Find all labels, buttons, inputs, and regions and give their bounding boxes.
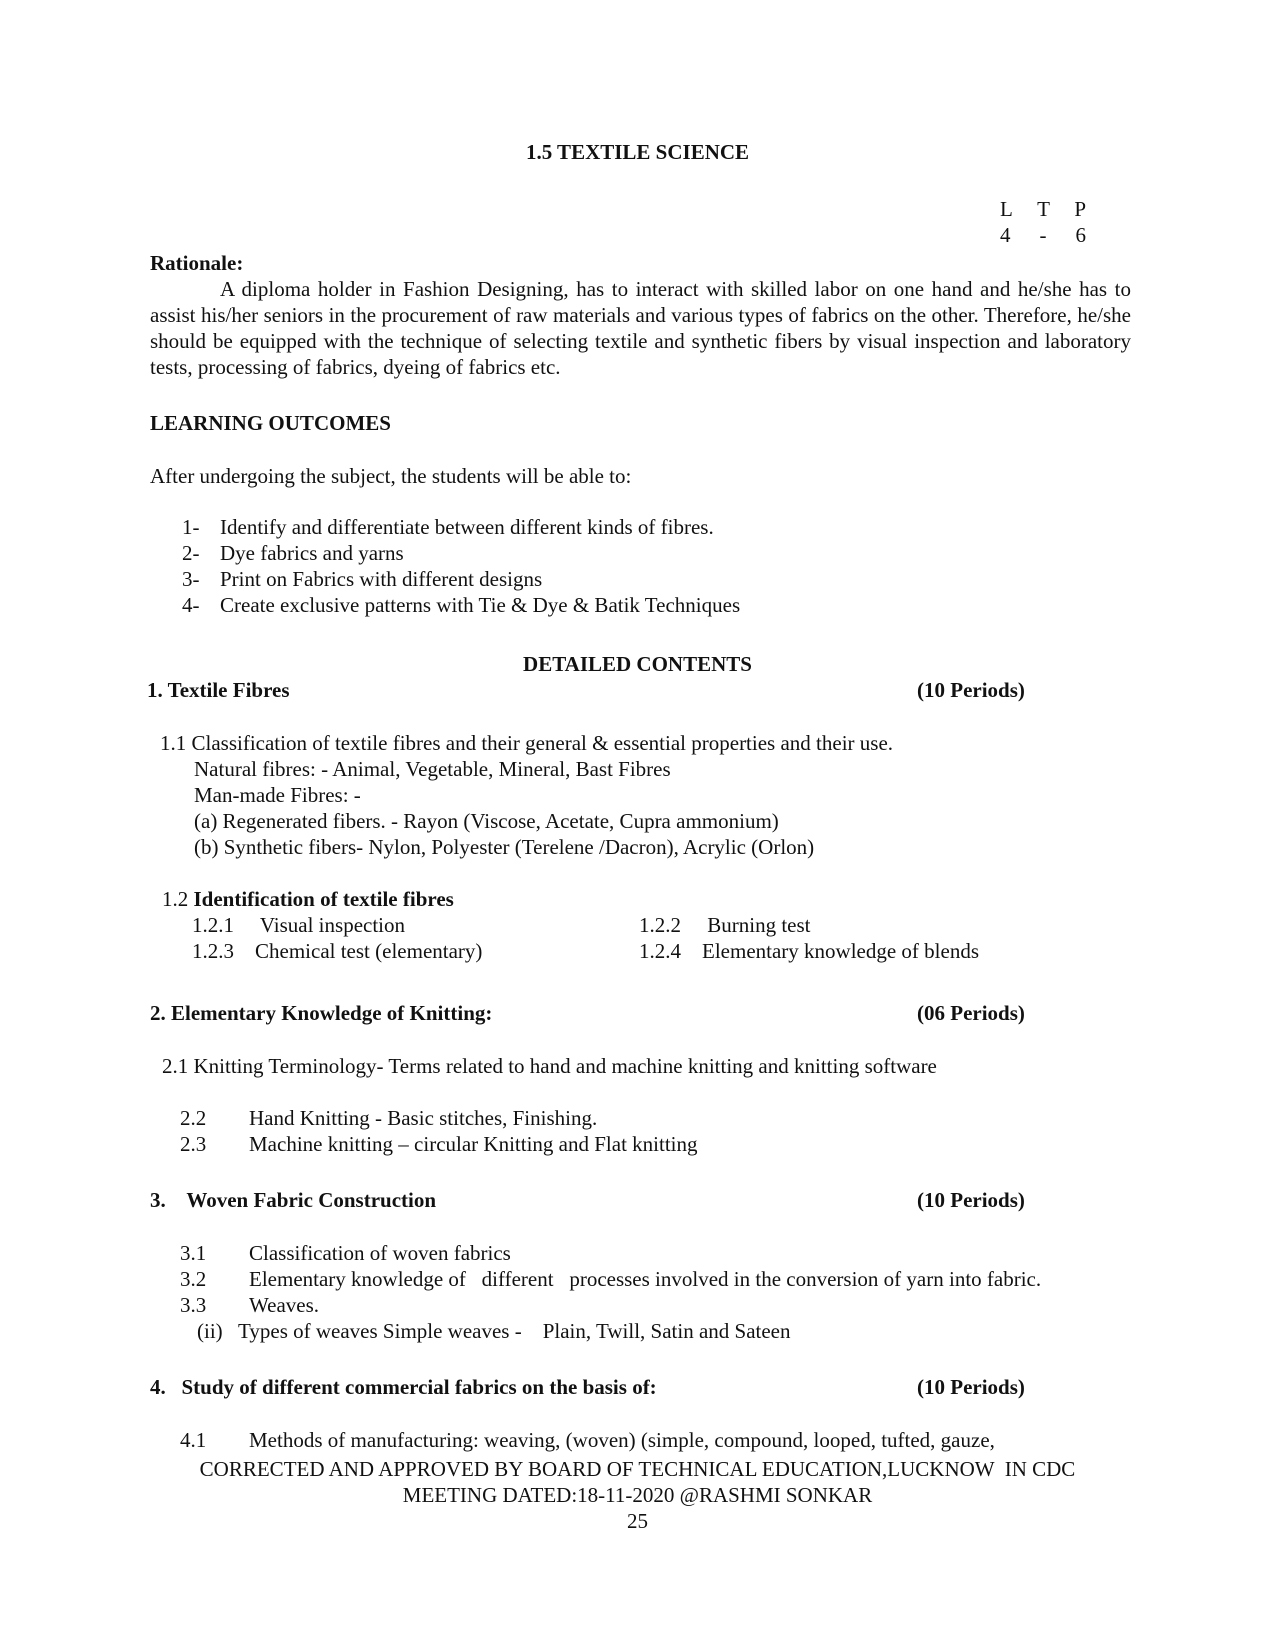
section-2-periods: (06 Periods) (917, 1001, 1025, 1025)
section-2-heading: 2. Elementary Knowledge of Knitting: (150, 1001, 493, 1025)
subsection-3-1-text: Classification of woven fabrics (249, 1241, 511, 1265)
subsection-3-2-number: 3.2 (180, 1267, 207, 1291)
subsection-3-3-number: 3.3 (180, 1293, 207, 1317)
subsection-1-2-4: 1.2.4 Elementary knowledge of blends (639, 939, 979, 963)
subsection-2-2-number: 2.2 (180, 1106, 207, 1130)
ltp-value-row (1000, 222, 1086, 248)
ltp-value-p: 6 (1075, 223, 1086, 247)
outcome-number: 3- (182, 567, 200, 591)
outcome-text: Print on Fabrics with different designs (220, 567, 543, 591)
rationale-text: A diploma holder in Fashion Designing, has to interact with skilled labor on one hand and he/she has to assist his/her seniors in the procurement of raw materials and various types of fabrics on the other. Therefore, he/she should be equipped with the technique of selecting textile and synthetic fibers by visual inspection and laboratory tests, processing of fabrics, dyeing of fabrics etc. (150, 277, 1131, 379)
learning-outcomes-heading: LEARNING OUTCOMES (150, 411, 391, 435)
detailed-contents-heading: DETAILED CONTENTS (523, 652, 752, 676)
ltp-header-l: L (1000, 197, 1013, 221)
subsection-1-2-number: 1.2 (162, 887, 189, 911)
subsection-2-1: 2.1 Knitting Terminology- Terms related to hand and machine knitting and knitting software (162, 1054, 937, 1078)
outcome-text: Identify and differentiate between different kinds of fibres. (220, 515, 714, 539)
subsection-1-2-title: Identification of textile fibres (193, 887, 454, 911)
ltp-header-p: P (1074, 197, 1086, 221)
types-of-weaves-line: (ii) Types of weaves Simple weaves - Plain, Twill, Satin and Sateen (197, 1319, 791, 1343)
subsection-1-2-2: 1.2.2 Burning test (639, 913, 811, 937)
rationale-paragraph (150, 276, 1131, 380)
outcome-number: 1- (182, 515, 200, 539)
section-3-periods: (10 Periods) (917, 1188, 1025, 1212)
subsection-2-3-text: Machine knitting – circular Knitting and Flat knitting (249, 1132, 698, 1156)
footer-approval-line-2: MEETING DATED:18-11-2020 @RASHMI SONKAR (402, 1483, 873, 1507)
ltp-header-row (1000, 196, 1086, 222)
subsection-4-1-text: Methods of manufacturing: weaving, (woven) (simple, compound, looped, tufted, gauze, (249, 1428, 995, 1452)
subsection-1-1: 1.1 Classification of textile fibres and their general & essential properties and their use. (160, 731, 894, 755)
subsection-1-2-3: 1.2.3 Chemical test (elementary) (192, 939, 483, 963)
outcome-item (182, 514, 714, 540)
subsection-1-2-1: 1.2.1 Visual inspection (192, 913, 406, 937)
outcome-item (182, 566, 542, 592)
ltp-value-t: - (1039, 223, 1047, 247)
subsection-3-1-number: 3.1 (180, 1241, 207, 1265)
ltp-table (1000, 196, 1100, 248)
subsection-3-3-text: Weaves. (249, 1293, 320, 1317)
outcome-item (182, 540, 404, 566)
page-number: 25 (627, 1509, 648, 1533)
outcome-item (182, 592, 740, 618)
ltp-value-l: 4 (1000, 223, 1011, 247)
document-title: 1.5 TEXTILE SCIENCE (525, 140, 750, 164)
learning-outcomes-intro: After undergoing the subject, the students will be able to: (150, 464, 632, 488)
regenerated-fibers-line: (a) Regenerated fibers. - Rayon (Viscose, Acetate, Cupra ammonium) (194, 809, 779, 833)
synthetic-fibers-line: (b) Synthetic fibers- Nylon, Polyester (Terelene /Dacron), Acrylic (Orlon) (194, 835, 815, 859)
rationale-heading: Rationale: (150, 251, 244, 275)
natural-fibres-line: Natural fibres: - Animal, Vegetable, Mineral, Bast Fibres (194, 757, 671, 781)
section-3-heading: 3. Woven Fabric Construction (150, 1188, 437, 1212)
section-1-periods: (10 Periods) (917, 678, 1025, 702)
subsection-1-2 (162, 886, 454, 912)
section-1-heading: 1. Textile Fibres (147, 678, 290, 702)
footer-approval-line-1: CORRECTED AND APPROVED BY BOARD OF TECHNICAL EDUCATION,LUCKNOW IN CDC (199, 1457, 1076, 1481)
subsection-3-2-text: Elementary knowledge of different processes involved in the conversion of yarn into fabric. (249, 1267, 1042, 1291)
subsection-2-2-text: Hand Knitting - Basic stitches, Finishing. (249, 1106, 598, 1130)
outcome-number: 4- (182, 593, 200, 617)
outcome-number: 2- (182, 541, 200, 565)
subsection-4-1-number: 4.1 (180, 1428, 207, 1452)
section-4-heading: 4. Study of different commercial fabrics on the basis of: (150, 1375, 657, 1399)
outcome-text: Create exclusive patterns with Tie & Dye & Batik Techniques (220, 593, 741, 617)
outcome-text: Dye fabrics and yarns (220, 541, 404, 565)
ltp-header-t: T (1037, 197, 1050, 221)
section-4-periods: (10 Periods) (917, 1375, 1025, 1399)
man-made-fibres-line: Man-made Fibres: - (194, 783, 361, 807)
subsection-2-3-number: 2.3 (180, 1132, 207, 1156)
